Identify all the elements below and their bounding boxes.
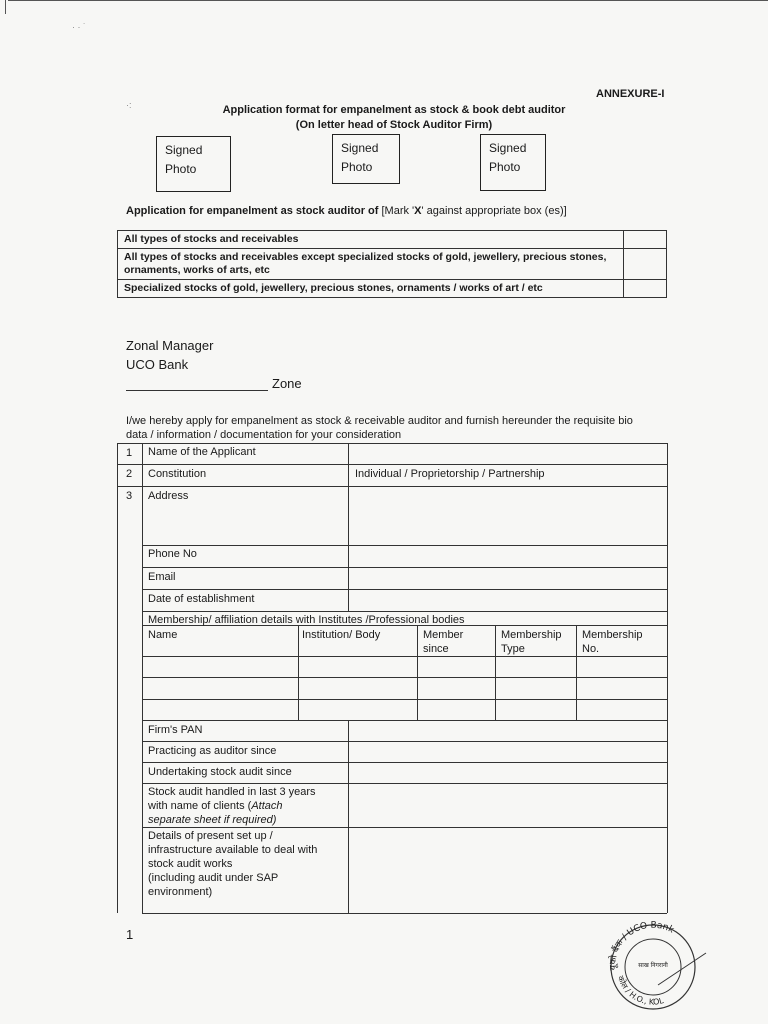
option-row [118,249,667,280]
stock-audit-field[interactable] [349,784,666,827]
undertaking-since-label: Undertaking stock audit since [148,766,292,778]
undertaking-since-field[interactable] [349,763,666,783]
stock-audit-label-line1: Stock audit handled in last 3 years [148,786,316,798]
firm-pan-label: Firm's PAN [148,724,203,736]
row-line [142,611,667,612]
subcolumn-line [495,625,496,720]
col-membership-no: Membership No. [582,629,643,655]
form-number-column-line [142,443,143,913]
option-label: All types of stocks and receivables except specialized stocks of gold, jewellery, precious stones, ornaments, works of arts, etc [118,249,624,280]
seal-bottom-text: कोल / H.O., KOL [615,974,665,1007]
email-label: Email [148,571,176,583]
form-subtitle: (On letter head of Stock Auditor Firm) [295,119,493,131]
address-label: Address [148,490,189,502]
signed-photo-box-1[interactable]: Signed Photo [156,136,231,192]
firm-pan-field[interactable] [349,721,666,741]
intro-paragraph: I/we hereby apply for empanelment as stock & receivable auditor and furnish hereunder the requisite bio data / information / documentation for your consideration [126,415,633,441]
row-line [142,913,667,914]
option-row [118,280,667,298]
subcolumn-line [417,625,418,720]
date-of-establishment-field[interactable] [349,590,666,611]
phone-field[interactable] [349,546,666,567]
col-name: Name [148,629,178,641]
option-checkbox[interactable] [624,231,667,249]
signed-photo-box-2[interactable]: Signed Photo [332,134,400,184]
row-line [142,699,667,700]
subcolumn-line [298,625,299,720]
signed-photo-box-3[interactable]: Signed Photo [480,134,546,191]
option-checkbox[interactable] [624,249,667,280]
phone-label: Phone No [148,548,197,560]
application-for-line [126,205,567,217]
seal-signature-stroke [658,953,706,985]
present-setup-field[interactable] [349,828,666,913]
scan-speck: · · ˙ [72,22,86,32]
form-border-left [117,443,118,913]
row-line [142,677,667,678]
col-institution: Institution/ Body [302,629,381,641]
application-for-prefix: Application for empanelment as stock auditor of [126,205,382,217]
option-label: Specialized stocks of gold, jewellery, precious stones, ornaments / works of art / etc [118,280,624,298]
subcolumn-line [576,625,577,720]
name-of-applicant-label: Name of the Applicant [148,446,256,458]
bank-seal-stamp [598,915,708,1015]
annexure-label: ANNEXURE-I [596,88,665,100]
stock-audit-label-line2 [148,799,283,813]
left-edge-mark [5,0,6,14]
row-number: 2 [126,468,133,480]
stock-audit-attach: Attach [251,800,283,812]
form-border-right [667,443,668,913]
addressee-title: Zonal Manager [126,338,214,353]
option-label: All types of stocks and receivables [118,231,624,249]
mark-instruction-close: ' against appropriate box (es)] [421,205,567,217]
option-checkbox[interactable] [624,280,667,298]
auditor-type-options-table [117,230,667,298]
zone-blank-line[interactable] [126,390,268,391]
present-setup-label: Details of present set up / infrastructure available to deal with stock audit works (including audit under SAP environment) [148,830,318,898]
scan-speck: ·: [126,100,132,110]
mark-x: X [414,205,422,217]
col-membership-type: Membership Type [501,629,562,655]
applicant-details-form [117,443,667,913]
row-number: 3 [126,490,133,502]
constitution-label: Constitution [148,468,207,480]
seal-top-text: यूको बैंक / UCO Bank [608,920,676,971]
date-of-establishment-label: Date of establishment [148,593,255,605]
form-title: Application format for empanelment as stock & book debt auditor [222,104,566,116]
practicing-since-field[interactable] [349,742,666,762]
top-border-line [8,0,768,1]
page-number: 1 [126,927,134,942]
mark-instruction-open: [Mark ' [381,205,415,217]
row-line [117,464,667,465]
address-field[interactable] [349,487,666,545]
practicing-since-label: Practicing as auditor since [148,745,277,757]
addressee-bank: UCO Bank [126,357,189,372]
option-row [118,231,667,249]
seal-middle-text: साख निगरानी [638,962,668,969]
applicant-name-field[interactable] [349,444,666,464]
stock-audit-text: with name of clients ( [148,800,252,812]
stock-audit-label-line3: separate sheet if required) [148,814,277,826]
row-line [142,656,667,657]
col-member-since: Member since [423,629,464,655]
constitution-options: Individual / Proprietorship / Partnership [355,468,545,480]
row-number: 1 [126,447,133,459]
email-field[interactable] [349,568,666,589]
membership-heading: Membership/ affiliation details with Institutes /Professional bodies [148,614,465,626]
zone-label: Zone [272,376,302,391]
